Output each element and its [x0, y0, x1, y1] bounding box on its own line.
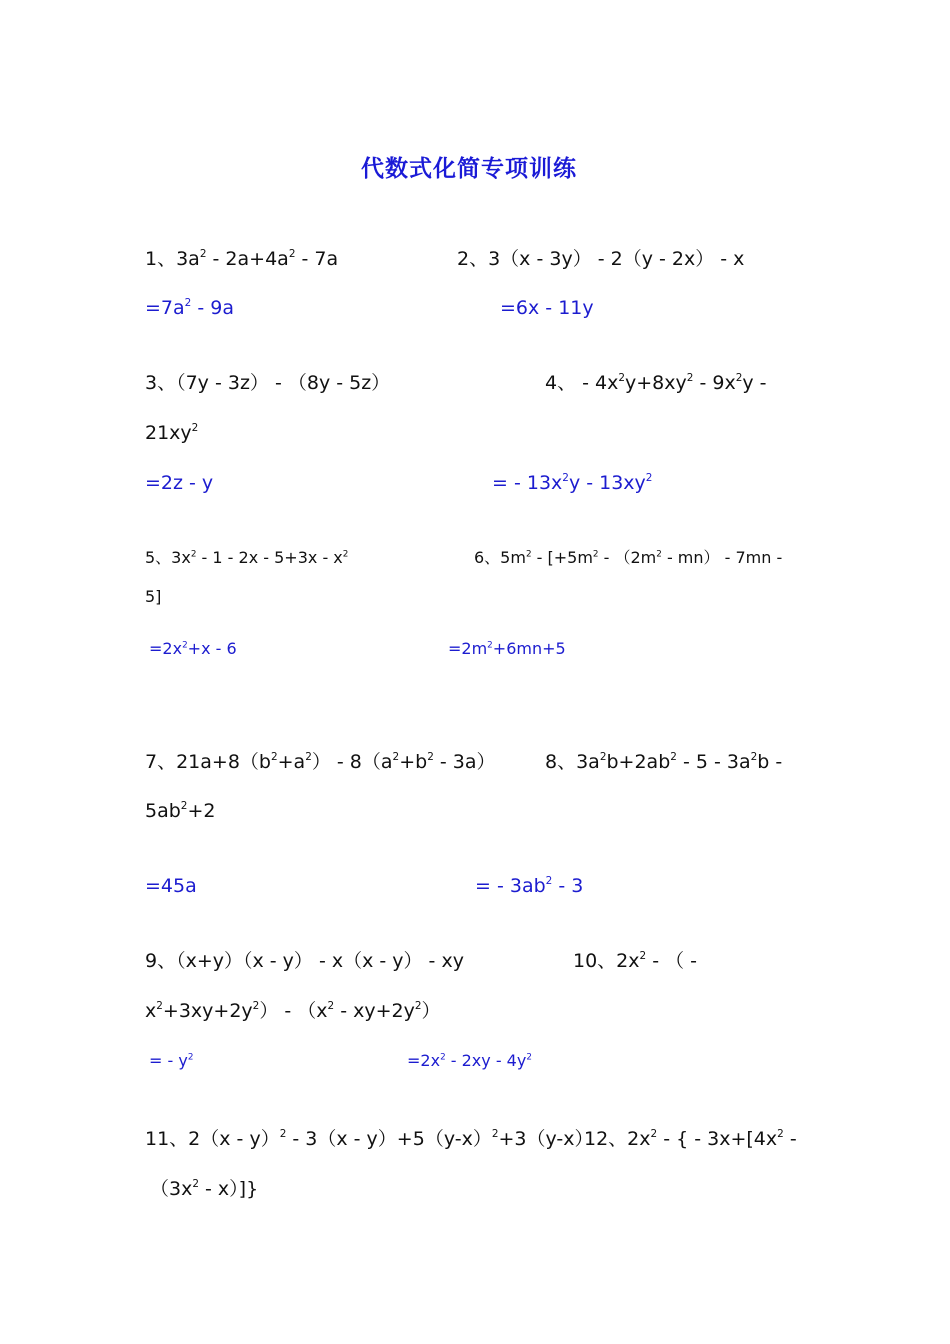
answer-3: =2z - y [145, 472, 214, 494]
answer-10: $=2x^2 - 2xy - 4y^2$ [407, 1051, 532, 1070]
page-title: 代数式化简专项训练 [361, 156, 577, 182]
answer-1: $=7a^2 - 9a$ [145, 297, 234, 319]
problem-10-line-2: $x^2+3xy+2y^2) - (x^2 - xy+2y^2)$ [145, 1000, 441, 1022]
problem-5: 5、$3x^2 - 1 - 2x - 5+3x - x^2$ [145, 548, 349, 567]
problem-4-line-2: $21xy^2$ [145, 422, 199, 444]
problem-11: 11、$2(x - y)^2 - 3(x - y)+5(y-x)^2+3(y-x)$ [145, 1128, 594, 1150]
problem-6-line-1: 6、$5m^2 - [+5m^2 - (2m^2 - mn) - 7mn$ - [474, 548, 783, 567]
problem-2: 2、3（x - 3y） - 2（y - 2x） - x [457, 248, 745, 270]
answer-2: =6x - 11y [500, 297, 594, 319]
problem-4-line-1: 4、 - $4x^2y+8xy^2 - 9x^2y$ - [545, 372, 767, 394]
answer-9: = - $y^2$ [149, 1051, 194, 1070]
problem-12-line-2: $(3x^2 - x)$]} [150, 1178, 259, 1200]
problem-3: 3、（7y - 3z） - （8y - 5z） [145, 372, 391, 394]
answer-5: $=2x^2+x - 6$ [149, 639, 237, 658]
problem-12-line-1: 12、$2x^2$ - { - $3x+[4x^2$ - [584, 1128, 797, 1150]
answer-4: = - $13x^2y - 13xy^2$ [492, 472, 653, 494]
answer-7: =45a [145, 875, 197, 897]
problem-7: 7、$21a+8(b^2+a^2) - 8(a^2+b^2 - 3a)$ [145, 751, 496, 773]
problem-8-line-1: 8、$3a^2b+2ab^2 - 5 - 3a^2b$ - [545, 751, 783, 773]
problem-9: 9、（x+y）（x - y） - x（x - y） - xy [145, 950, 464, 972]
problem-8-line-2: $5ab^2+2$ [145, 800, 216, 822]
problem-6-line-2: 5] [145, 587, 162, 606]
problem-10-line-1: 10、$2x^2$ - （ - [573, 950, 698, 972]
answer-8: = - $3ab^2 - 3$ [475, 875, 584, 897]
problem-1: 1、$3a^2 - 2a+4a^2 - 7a$ [145, 248, 339, 270]
answer-6: $=2m^2+6mn+5$ [448, 639, 566, 658]
